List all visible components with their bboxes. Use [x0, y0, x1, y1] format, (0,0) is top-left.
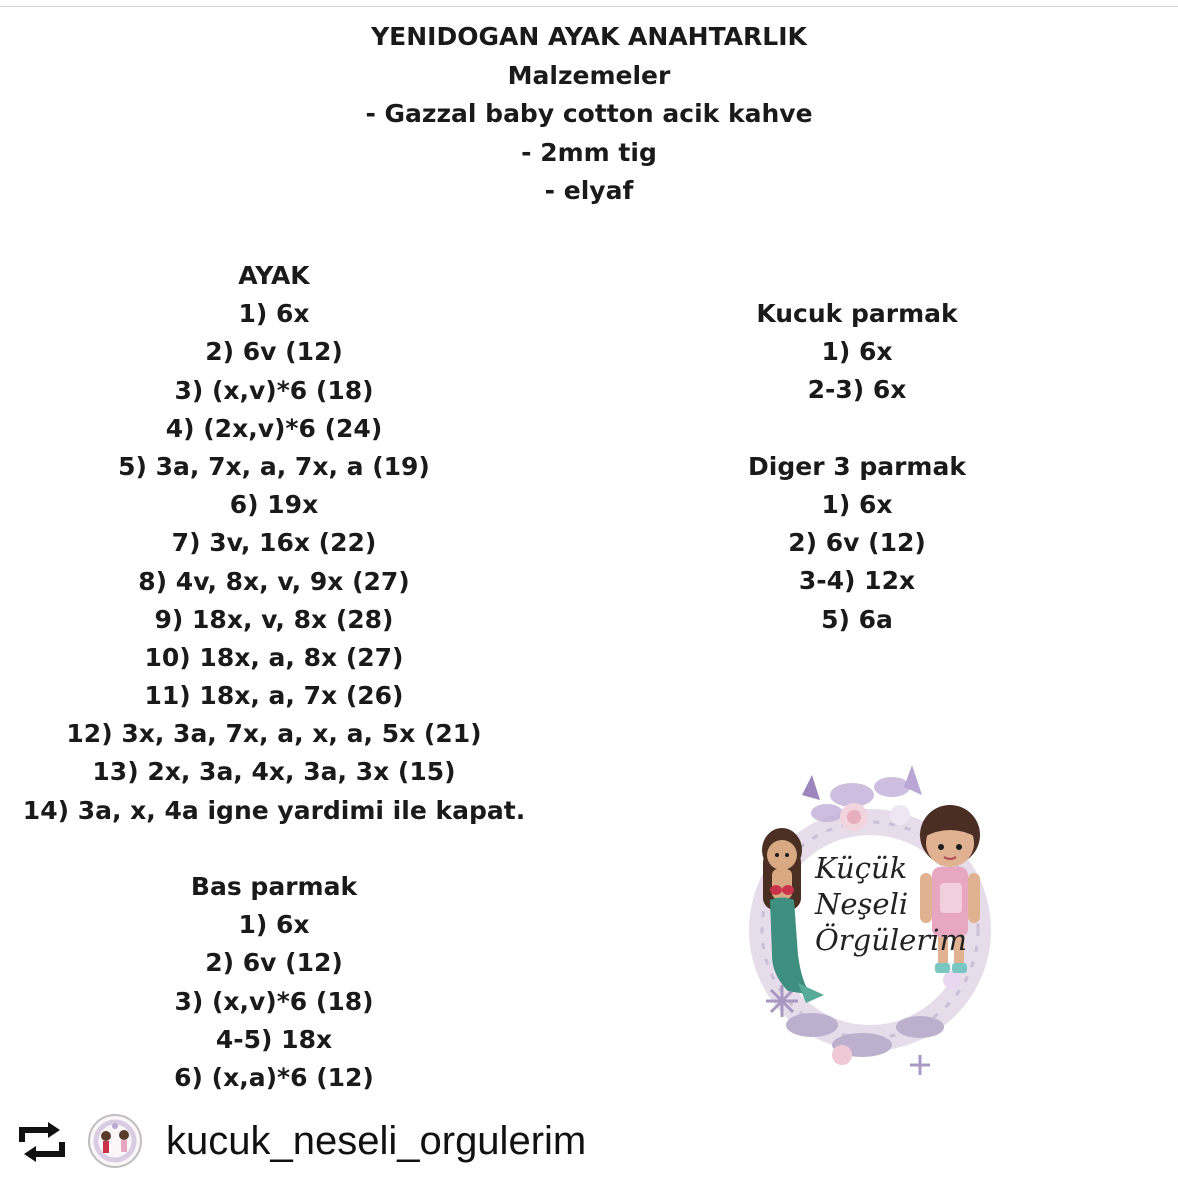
pattern-header: [0, 18, 1178, 211]
pattern-row: 5) 6a: [821, 604, 893, 634]
pattern-row: 10) 18x, a, 8x (27): [144, 642, 404, 672]
section-title-bas-parmak: Bas parmak: [190, 872, 358, 901]
section-title-ayak: AYAK: [238, 261, 310, 290]
pattern-row: 1) 6x: [821, 337, 893, 367]
pattern-row: 4-5) 18x: [215, 1024, 333, 1054]
pattern-row: 6) (x,a)*6 (12): [174, 1062, 374, 1092]
logo-line: Küçük: [815, 851, 908, 885]
repost-username[interactable]: kucuk_neseli_orgulerim: [166, 1119, 587, 1163]
pattern-row: 2) 6v (12): [205, 948, 343, 978]
left-column: [0, 257, 548, 1097]
pattern-row: 3) (x,v)*6 (18): [174, 986, 374, 1016]
material-item: - Gazzal baby cotton acik kahve: [365, 99, 813, 128]
materials-heading: Malzemeler: [507, 60, 671, 90]
pattern-row: 12) 3x, 3a, 7x, a, x, a, 5x (21): [66, 719, 482, 749]
logo-line: Neşeli: [815, 887, 909, 921]
pattern-row: 1) 6x: [238, 910, 310, 940]
pattern-row: 2) 6v (12): [205, 337, 343, 367]
repost-attribution: [0, 1108, 1178, 1178]
top-divider: [0, 6, 1178, 7]
repost-icon[interactable]: [16, 1120, 68, 1164]
pattern-row: 1) 6x: [821, 489, 893, 519]
section-spacer: [0, 830, 548, 868]
pattern-row: 7) 3v, 16x (22): [171, 528, 377, 558]
pattern-row: 2-3) 6x: [807, 375, 907, 405]
logo-line: Örgülerim: [815, 923, 967, 957]
right-column: [657, 295, 1057, 639]
pattern-row: 14) 3a, x, 4a igne yardimi ile kapat.: [22, 795, 526, 825]
section-spacer: [657, 410, 1057, 448]
pattern-row: 9) 18x, v, 8x (28): [154, 604, 394, 634]
pattern-title: YENIDOGAN AYAK ANAHTARLIK: [371, 22, 807, 51]
pattern-row: 13) 2x, 3a, 4x, 3a, 3x (15): [92, 757, 456, 787]
section-title-diger-parmak: Diger 3 parmak: [748, 451, 966, 481]
pattern-row: 5) 3a, 7x, a, 7x, a (19): [118, 451, 430, 481]
section-title-kucuk-parmak: Kucuk parmak: [756, 299, 958, 328]
pattern-row: 3-4) 12x: [798, 566, 916, 596]
avatar-image: [90, 1116, 140, 1166]
brand-logo-text: [815, 850, 967, 958]
profile-avatar[interactable]: [88, 1114, 142, 1168]
pattern-row: 11) 18x, a, 7x (26): [144, 681, 404, 711]
pattern-row: 3) (x,v)*6 (18): [174, 375, 374, 405]
pattern-row: 8) 4v, 8x, v, 9x (27): [138, 566, 410, 596]
pattern-row: 2) 6v (12): [788, 528, 926, 558]
material-item: - 2mm tig: [521, 137, 657, 167]
pattern-row: 6) 19x: [229, 490, 319, 520]
material-item: - elyaf: [544, 176, 634, 205]
pattern-row: 1) 6x: [238, 299, 310, 329]
pattern-row: 4) (2x,v)*6 (24): [165, 413, 383, 443]
